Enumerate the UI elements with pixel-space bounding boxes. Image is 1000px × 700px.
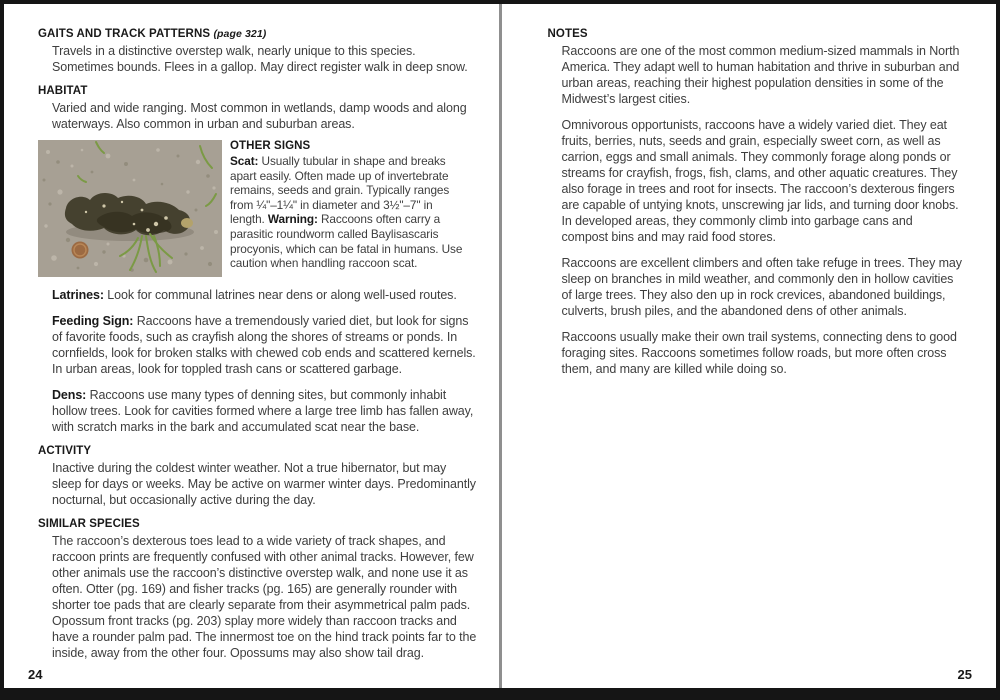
- warning-text: Raccoons often carry a parasitic roundworm called Baylisascaris procyonis, which can be fatal in humans. Use caution when handling raccoon scat.: [230, 212, 463, 271]
- notes-paragraph-1: Raccoons are one of the most common medium-sized mammals in North America. They adapt well to human habitation and thrive in suburban and urban areas, reaching their highest population densities in some of the Midwest’s largest cities.: [561, 44, 960, 106]
- latrines-body: [52, 287, 477, 303]
- section-feeding-sign: [38, 313, 477, 377]
- scat-text: Usually tubular in shape and breaks apart easily. Often made up of invertebrate remains, seeds and grain. Typically ranges from ¼"–1¼" in diameter and 3½"–7" in length.: [230, 154, 450, 227]
- habitat-heading: HABITAT: [38, 85, 88, 97]
- other-signs-column: [230, 140, 468, 277]
- dens-body: [52, 387, 477, 435]
- section-similar-species: [38, 518, 477, 661]
- section-notes: [548, 28, 963, 377]
- gaits-page-ref: (page 321): [213, 28, 267, 40]
- section-habitat: [38, 85, 477, 132]
- other-signs-heading: OTHER SIGNS: [230, 140, 311, 152]
- activity-body: Inactive during the coldest winter weather. Not a true hibernator, but may sleep for days or weeks. May be active on warmer winter days. Predominantly nocturnal, but occasionally active during the day.: [52, 461, 476, 507]
- photo-and-other-signs: [38, 140, 477, 277]
- dens-text: Raccoons use many types of denning sites, but commonly inhabit hollow trees. Look for cavities formed where a large tree limb has fallen away, with scratch marks in the bark and accumulated scat near the base.: [52, 388, 474, 434]
- notes-paragraph-3: Raccoons are excellent climbers and often take refuge in trees. They may sleep on branches in mild weather, and commonly den in hollow cavities of large trees. They also den up in rock crevices, abandoned buildings, culverts, brush piles, and the abandoned dens of other animals.: [561, 256, 962, 318]
- gaits-heading-label: GAITS AND TRACK PATTERNS: [38, 28, 211, 40]
- latrines-text: Look for communal latrines near dens or along well-used routes.: [107, 288, 457, 302]
- similar-species-body: The raccoon’s dexterous toes lead to a wide variety of track shapes, and raccoon prints are frequently confused with other animal tracks. However, few other animals use the raccoon’s distinctive overstep walk, and none use it as often. Otter (pg. 169) and fisher tracks (pg. 165) are generally rounder with shorter toe pads that are clearly separate from their asymmetrical palm pads. Opossum front tracks (pg. 203) splay more widely than raccoon tracks and have a rounder palm pad. The innermost toe on the hind track points far to the inside, away from the other four. Opossums may also show tail drag.: [52, 534, 477, 660]
- scat-tip: [181, 218, 193, 228]
- section-dens: [38, 387, 477, 435]
- page-number-left: 24: [28, 667, 43, 682]
- section-gaits: [38, 28, 477, 75]
- page-number-right: 25: [957, 667, 972, 682]
- gaits-body: Travels in a distinctive overstep walk, nearly unique to this species. Sometimes bounds. Flees in a gallop. May direct register walk in deep snow.: [52, 44, 468, 74]
- scat-photo: [38, 140, 222, 277]
- scat-label: Scat:: [230, 154, 259, 168]
- section-latrines: [38, 287, 477, 303]
- activity-heading: ACTIVITY: [38, 445, 92, 457]
- feeding-sign-body: [52, 313, 477, 377]
- warning-label: Warning:: [267, 212, 318, 227]
- feeding-sign-text: Raccoons have a tremendously varied diet, but look for signs of favorite foods, such as crayfish along the shores of streams or ponds. In cornfields, look for broken stalks with chewed cob ends and scattered kernels. In urban areas, look for toppled trash cans or scattered garbage.: [52, 314, 476, 376]
- dens-label: Dens:: [52, 388, 87, 402]
- notes-paragraph-4: Raccoons usually make their own trail systems, connecting dens to good foraging sites. Raccoons sometimes follow roads, but more often cross them, and many are killed while doing so.: [561, 330, 957, 376]
- other-signs-body: [230, 154, 468, 271]
- page-right: [502, 4, 997, 688]
- book-spread: [4, 4, 996, 688]
- feeding-sign-label: Feeding Sign:: [52, 314, 134, 328]
- notes-paragraph-2: Omnivorous opportunists, raccoons have a widely varied diet. They eat fruits, berries, nuts, seeds and grain, especially sweet corn, as well as carrion, eggs and small animals. They commonly forage along ponds or streams for crayfish, frogs, fish, clams, and other aquatic creatures. They also forage in trees and root for insects. The raccoon’s dexterous fingers are capable of untying knots, unscrewing jar lids, and turning door knobs. In developed areas, they commonly climb into garbage cans and compost bins and may raid food stores.: [561, 118, 959, 244]
- section-activity: [38, 445, 477, 508]
- notes-heading: NOTES: [547, 28, 588, 40]
- scat-photo-svg: [38, 140, 222, 277]
- similar-species-heading: SIMILAR SPECIES: [38, 518, 140, 530]
- page-left: [4, 4, 499, 688]
- gaits-heading: [38, 28, 477, 40]
- habitat-body: Varied and wide ranging. Most common in wetlands, damp woods and along waterways. Also common in urban and suburban areas.: [52, 101, 467, 131]
- latrines-label: Latrines:: [52, 288, 104, 302]
